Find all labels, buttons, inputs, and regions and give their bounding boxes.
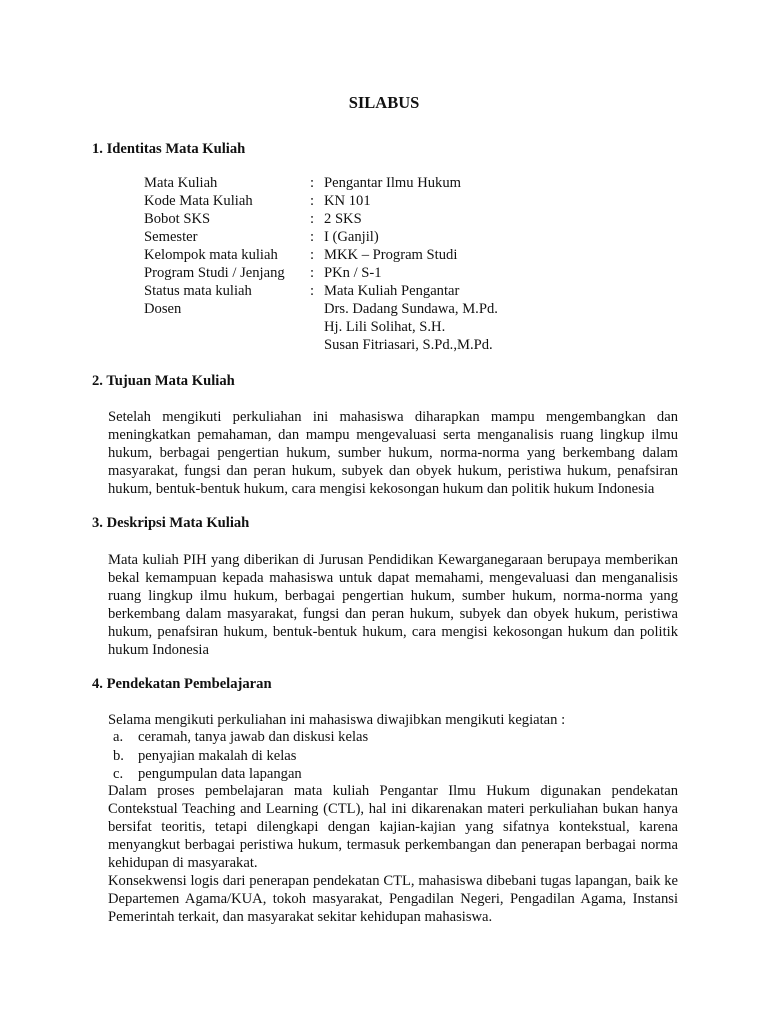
list-text: penyajian makalah di kelas: [138, 747, 297, 764]
identity-value: 2 SKS: [324, 211, 362, 227]
identity-colon: :: [310, 265, 315, 281]
pendekatan-paragraph-1: Dalam proses pembelajaran mata kuliah Pengantar Ilmu Hukum digunakan pendekatan Contekstual Teaching and Learning (CTL), hal ini dikarenakan materi perkuliahan bukan hanya bersifat teoritis, tetapi dilengkapi dengan kajian-kajian yang sifatnya kontekstual, karena menyangkut berbagai peristiwa hukum, termasuk perkembangan dan penerapan berbagai norma kehidupan di masyarakat.: [108, 783, 678, 871]
identity-colon: :: [310, 175, 315, 191]
identity-colon: :: [310, 193, 315, 209]
identity-colon: :: [310, 211, 315, 227]
identity-key: Status mata kuliah: [144, 283, 252, 299]
identity-value: Mata Kuliah Pengantar: [324, 283, 460, 299]
identity-key: Bobot SKS: [144, 211, 211, 227]
lecturer-name: Drs. Dadang Sundawa, M.Pd.: [324, 301, 498, 317]
identity-key: Semester: [144, 229, 198, 245]
pendekatan-paragraph-2: Konsekwensi logis dari penerapan pendekatan CTL, mahasiswa dibebani tugas lapangan, baik ke Departemen Agama/KUA, tokoh masyarakat, Pengadilan Negeri, Pengadilan Agama, Instansi Pemerintah terkait, dan masyarakat sekitar kehidupan mahasiswa.: [108, 873, 678, 925]
identity-value: KN 101: [324, 193, 371, 209]
identity-colon: :: [310, 229, 315, 245]
list-text: pengumpulan data lapangan: [138, 766, 302, 782]
list-text: ceramah, tanya jawab dan diskusi kelas: [138, 729, 369, 745]
lecturer-name: Susan Fitriasari, S.Pd.,M.Pd.: [324, 337, 493, 353]
identity-value: I (Ganjil): [324, 229, 379, 245]
identity-value: MKK – Program Studi: [324, 247, 458, 263]
identity-key: Dosen: [144, 301, 182, 317]
list-marker: c.: [113, 766, 124, 782]
list-marker: a.: [113, 729, 124, 745]
list-marker: b.: [113, 747, 124, 764]
identity-colon: :: [310, 283, 315, 299]
section-heading-tujuan: 2. Tujuan Mata Kuliah: [92, 373, 235, 389]
identity-value: Pengantar Ilmu Hukum: [324, 175, 461, 191]
lecturer-name: Hj. Lili Solihat, S.H.: [324, 319, 446, 335]
identity-key: Program Studi / Jenjang: [144, 265, 285, 281]
identity-key: Kelompok mata kuliah: [144, 247, 278, 263]
section-heading-pendekatan: 4. Pendekatan Pembelajaran: [92, 676, 272, 692]
document-title: SILABUS: [348, 93, 420, 112]
identity-key: Kode Mata Kuliah: [144, 193, 253, 209]
tujuan-paragraph: Setelah mengikuti perkuliahan ini mahasiswa diharapkan mampu mengembangkan dan meningkatkan pemahaman, dan mampu mengevaluasi serta menganalisis ruang lingkup ilmu hukum, berbagai pengertian hukum, sumber hukum, norma-norma yang berkembang dalam masyarakat, fungsi dan peran hukum, subyek dan obyek hukum, peristiwa hukum, penafsiran hukum, bentuk-bentuk hukum, cara mengisi kekosongan hukum dan politik hukum Indonesia: [108, 409, 678, 497]
section-heading-identitas: 1. Identitas Mata Kuliah: [92, 141, 246, 157]
section-heading-deskripsi: 3. Deskripsi Mata Kuliah: [92, 515, 250, 531]
identity-colon: :: [310, 247, 315, 263]
identity-value: PKn / S-1: [324, 265, 382, 281]
identity-key: Mata Kuliah: [144, 175, 218, 191]
pendekatan-intro: Selama mengikuti perkuliahan ini mahasiswa diwajibkan mengikuti kegiatan :: [108, 712, 566, 728]
deskripsi-paragraph: Mata kuliah PIH yang diberikan di Jurusan Pendidikan Kewarganegaraan berupaya memberikan bekal kemampuan kepada mahasiswa untuk dapat memahami, mengevaluasi dan menganalisis ruang lingkup ilmu hukum, berbagai pengertian hukum, sumber hukum, norma-norma yang berkembang dalam masyarakat, fungsi dan peran hukum, subyek dan obyek hukum, peristiwa hukum, penafsiran hukum, bentuk-bentuk hukum, cara mengisi kekosongan hukum dan politik hukum Indonesia: [108, 552, 678, 658]
